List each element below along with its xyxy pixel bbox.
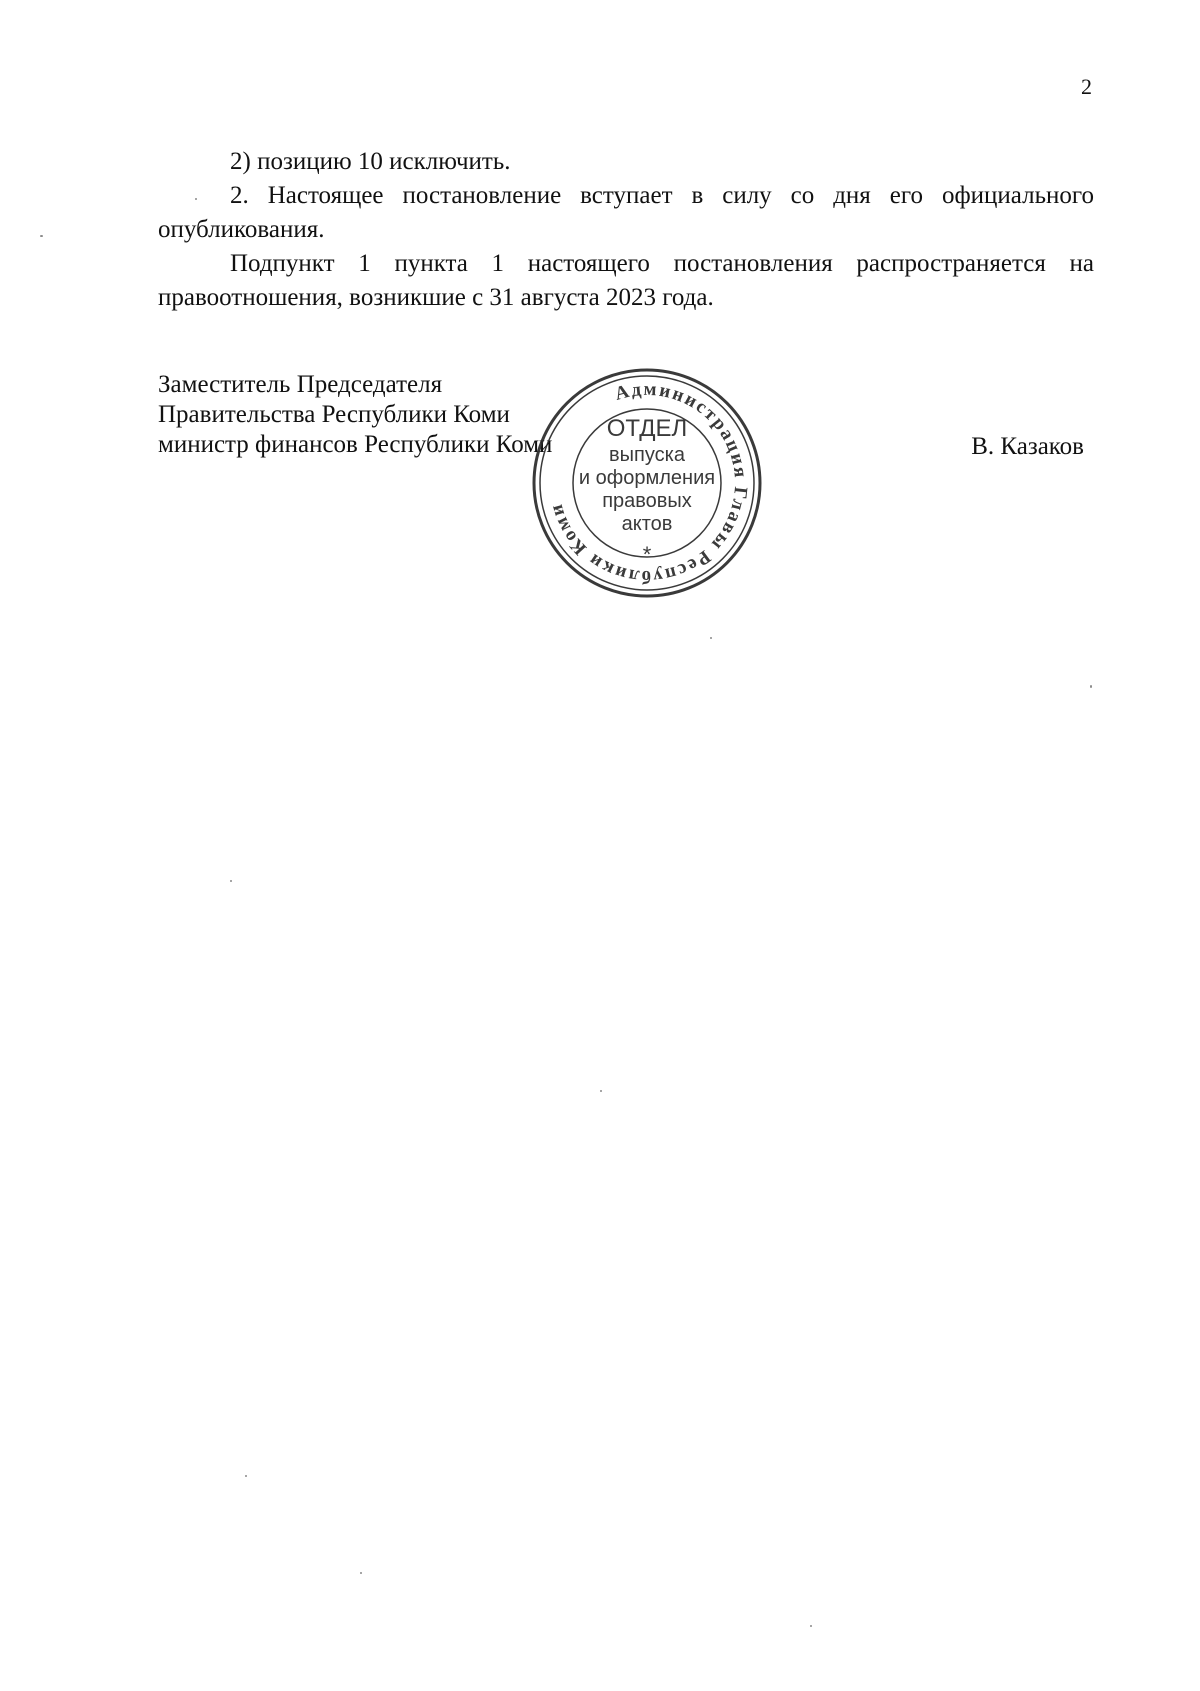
stamp-line-2: выпуска	[609, 444, 685, 466]
scan-speck	[360, 1572, 362, 1574]
stamp-line-5: актов	[621, 513, 673, 535]
stamp-star-icon: *	[642, 542, 652, 567]
official-stamp	[530, 366, 764, 600]
document-body	[158, 145, 1094, 315]
paragraph-effective-date: 2. Настоящее постановление вступает в силу со дня его официального опубликования.	[158, 182, 1094, 243]
scan-speck	[1090, 685, 1092, 688]
signer-title-line-1: Заместитель Председателя	[158, 371, 443, 398]
scan-speck	[40, 235, 43, 237]
signer-title-line-3: министр финансов Республики Коми	[158, 431, 553, 458]
stamp-ring-text: Администрация Главы Республики Коми	[545, 378, 752, 588]
scan-speck	[195, 198, 197, 200]
scan-speck	[710, 637, 712, 639]
stamp-seal-icon	[530, 366, 764, 600]
scan-speck	[810, 1625, 812, 1627]
page-number: 2	[1081, 74, 1092, 99]
signer-name: В. Казаков	[971, 433, 1084, 460]
signer-title-line-2: Правительства Республики Коми	[158, 401, 510, 428]
scan-speck	[245, 1475, 247, 1477]
stamp-line-1: ОТДЕЛ	[606, 415, 688, 442]
stamp-line-3: и оформления	[578, 467, 716, 489]
paragraph-position-10: 2) позицию 10 исключить.	[230, 148, 511, 175]
stamp-line-4: правовых	[602, 490, 692, 512]
paragraph-retroactive-clause: Подпункт 1 пункта 1 настоящего постановления распространяется на правоотношения, возникшие с 31 августа 2023 года.	[158, 250, 1094, 311]
scan-speck	[230, 880, 232, 882]
scan-speck	[600, 1090, 602, 1092]
